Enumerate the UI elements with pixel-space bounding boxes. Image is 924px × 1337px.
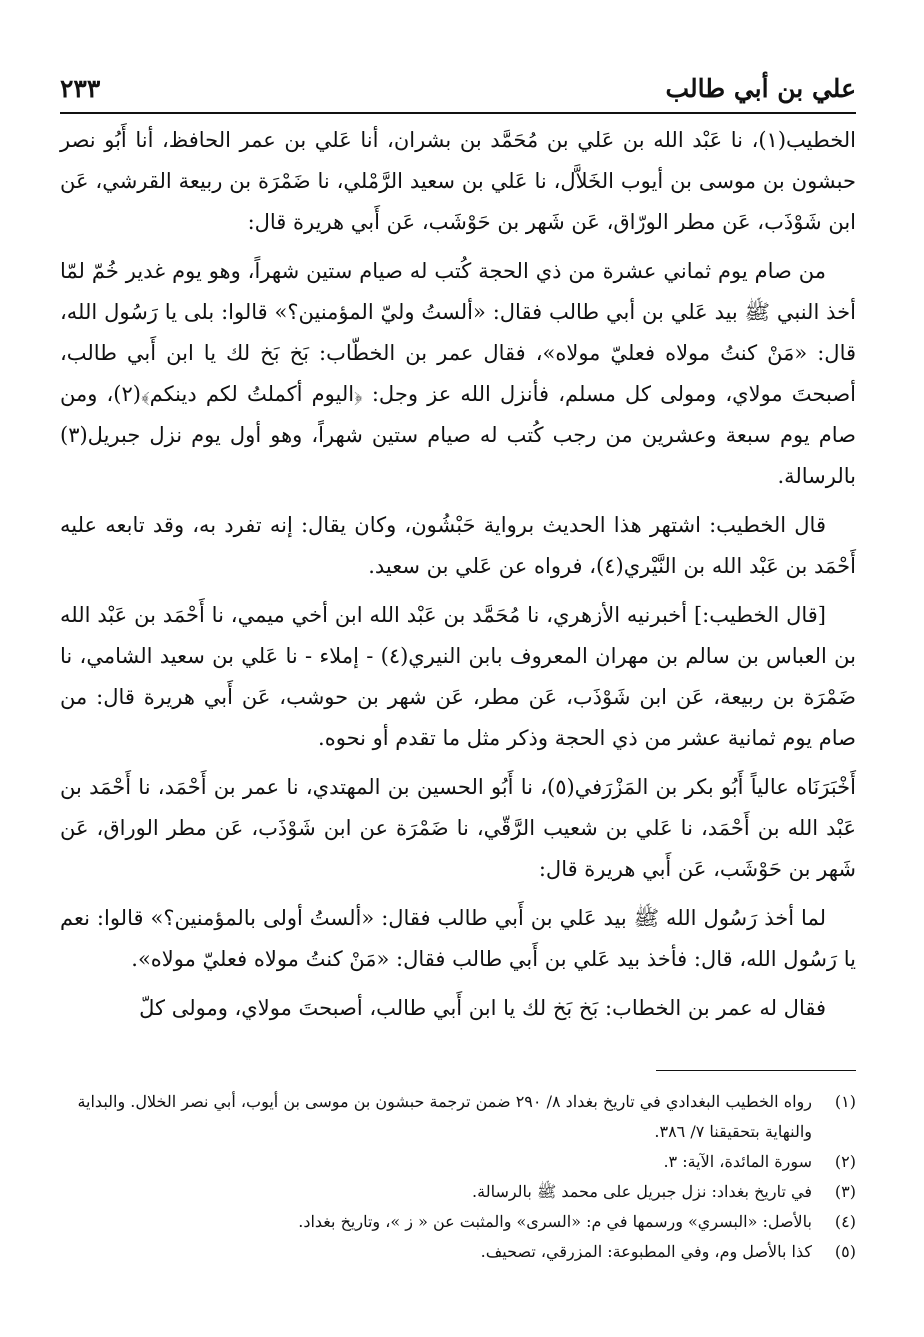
footnote-number: (١) xyxy=(834,1092,856,1111)
paragraph: الخطيب(١)، نا عَبْد الله بن عَلي بن مُحَمَّد بن بشران، أنا عَلي بن عمر الحافظ، أنا أَبُو نصر حبشون بن موسى بن أيوب الخَلاَّل، نا عَلي بن سعيد الرَّمْلي، نا ضَمْرَة بن ربيعة القرشي، عَن ابن شَوْذَب، عَن مطر الورّاق، عَن شَهر بن حَوْشَب، عَن أَبي هريرة قال: xyxy=(60,128,856,234)
running-header xyxy=(60,64,856,114)
footnote xyxy=(60,1207,856,1237)
footnote-text: كذا بالأصل وم، وفي المطبوعة: المزرقي، تصحيف. xyxy=(480,1242,812,1261)
footnote xyxy=(60,1237,856,1267)
footnote-rule-mask xyxy=(60,1069,656,1073)
paragraph: من صام يوم ثماني عشرة من ذي الحجة كُتب له صيام ستين شهراً، وهو يوم غدير خُمّ لمّا أخذ النبي ﷺ بيد عَلي بن أبي طالب فقال: «ألستُ وليّ المؤمنين؟» قالوا: بلى يا رَسُول الله، قال: «مَنْ كنتُ مولاه فعليّ مولاه»، فقال عمر بن الخطّاب: بَخ بَخ لك يا ابن أَبي طالب، أصبحتَ مولاي، ومولى كل مسلم، فأنزل الله عز وجل: ﴿اليوم أكملتُ لكم دينكم﴾(٢)، ومن صام يوم سبعة وعشرين من رجب كُتب له صيام ستين شهراً، وهو أول يوم نزل جبريل(٣) بالرسالة. xyxy=(60,259,856,488)
page-number: ٢٣٣ xyxy=(60,73,101,103)
footnote-number: (٢) xyxy=(834,1152,856,1171)
footnote xyxy=(60,1087,856,1147)
paragraph: فقال له عمر بن الخطاب: بَخ بَخ لك يا ابن أَبي طالب، أصبحتَ مولاي، ومولى كلّ xyxy=(139,996,826,1020)
footnote-number: (٣) xyxy=(834,1182,856,1201)
footnote xyxy=(60,1147,856,1177)
footnote xyxy=(60,1177,856,1207)
footnote-text: بالأصل: «البسري» ورسمها في م: «السرى» والمثبت عن « ز »، وتاريخ بغداد. xyxy=(298,1212,812,1231)
paragraph: قال الخطيب: اشتهر هذا الحديث برواية حَبْشُون، وكان يقال: إنه تفرد به، وقد تابعه عليه أَحْمَد بن عَبْد الله بن النَّيْري(٤)، فرواه عن عَلي بن سعيد. xyxy=(60,513,856,578)
paragraph: أَخْبَرَنَاه عالياً أَبُو بكر بن المَزْرَفي(٥)، نا أَبُو الحسين بن المهتدي، نا عمر بن أَحْمَد، نا أَحْمَد بن عَبْد الله بن أَحْمَد، نا عَلي بن شعيب الرَّقّي، نا ضَمْرَة عن ابن شَوْذَب، عَن مطر الوراق، عَن شَهر بن حَوْشَب، عَن أَبي هريرة قال: xyxy=(60,775,856,881)
paragraph: [قال الخطيب:] أخبرنيه الأزهري، نا مُحَمَّد بن عَبْد الله ابن أخي ميمي، نا أَحْمَد بن عَبْد الله بن العباس بن سالم بن مهران المعروف بابن النيري(٤) - إملاء - نا عَلي بن سعيد الشامي، نا ضَمْرَة بن ربيعة، عَن ابن شَوْذَب، عَن مطر، عَن شهر بن حوشب، عَن أَبي هريرة قال: من صام يوم ثمانية عشر من ذي الحجة وذكر مثل ما تقدم أو نحوه. xyxy=(60,603,857,750)
footnote-text: رواه الخطيب البغدادي في تاريخ بغداد ٨/ ٢٩٠ ضمن ترجمة حبشون بن موسى بن أيوب، أبي نصر الخلال. والبداية والنهاية بتحقيقنا ٧/ ٣٨٦. xyxy=(77,1092,812,1141)
footnote-text: في تاريخ بغداد: نزل جبريل على محمد ﷺ بالرسالة. xyxy=(472,1182,812,1201)
footnote-number: (٤) xyxy=(834,1212,856,1231)
footnotes xyxy=(60,1070,856,1267)
paragraph: لما أخذ رَسُول الله ﷺ بيد عَلي بن أَبي طالب فقال: «ألستُ أولى بالمؤمنين؟» قالوا: نعم يا رَسُول الله، قال: فأخذ بيد عَلي بن أَبي طالب فقال: «مَنْ كنتُ مولاه فعليّ مولاه». xyxy=(60,906,856,971)
footnote-text: سورة المائدة، الآية: ٣. xyxy=(663,1152,812,1171)
main-text xyxy=(60,120,856,1037)
footnote-number: (٥) xyxy=(834,1242,856,1261)
header-title: علي بن أبي طالب xyxy=(665,73,856,103)
